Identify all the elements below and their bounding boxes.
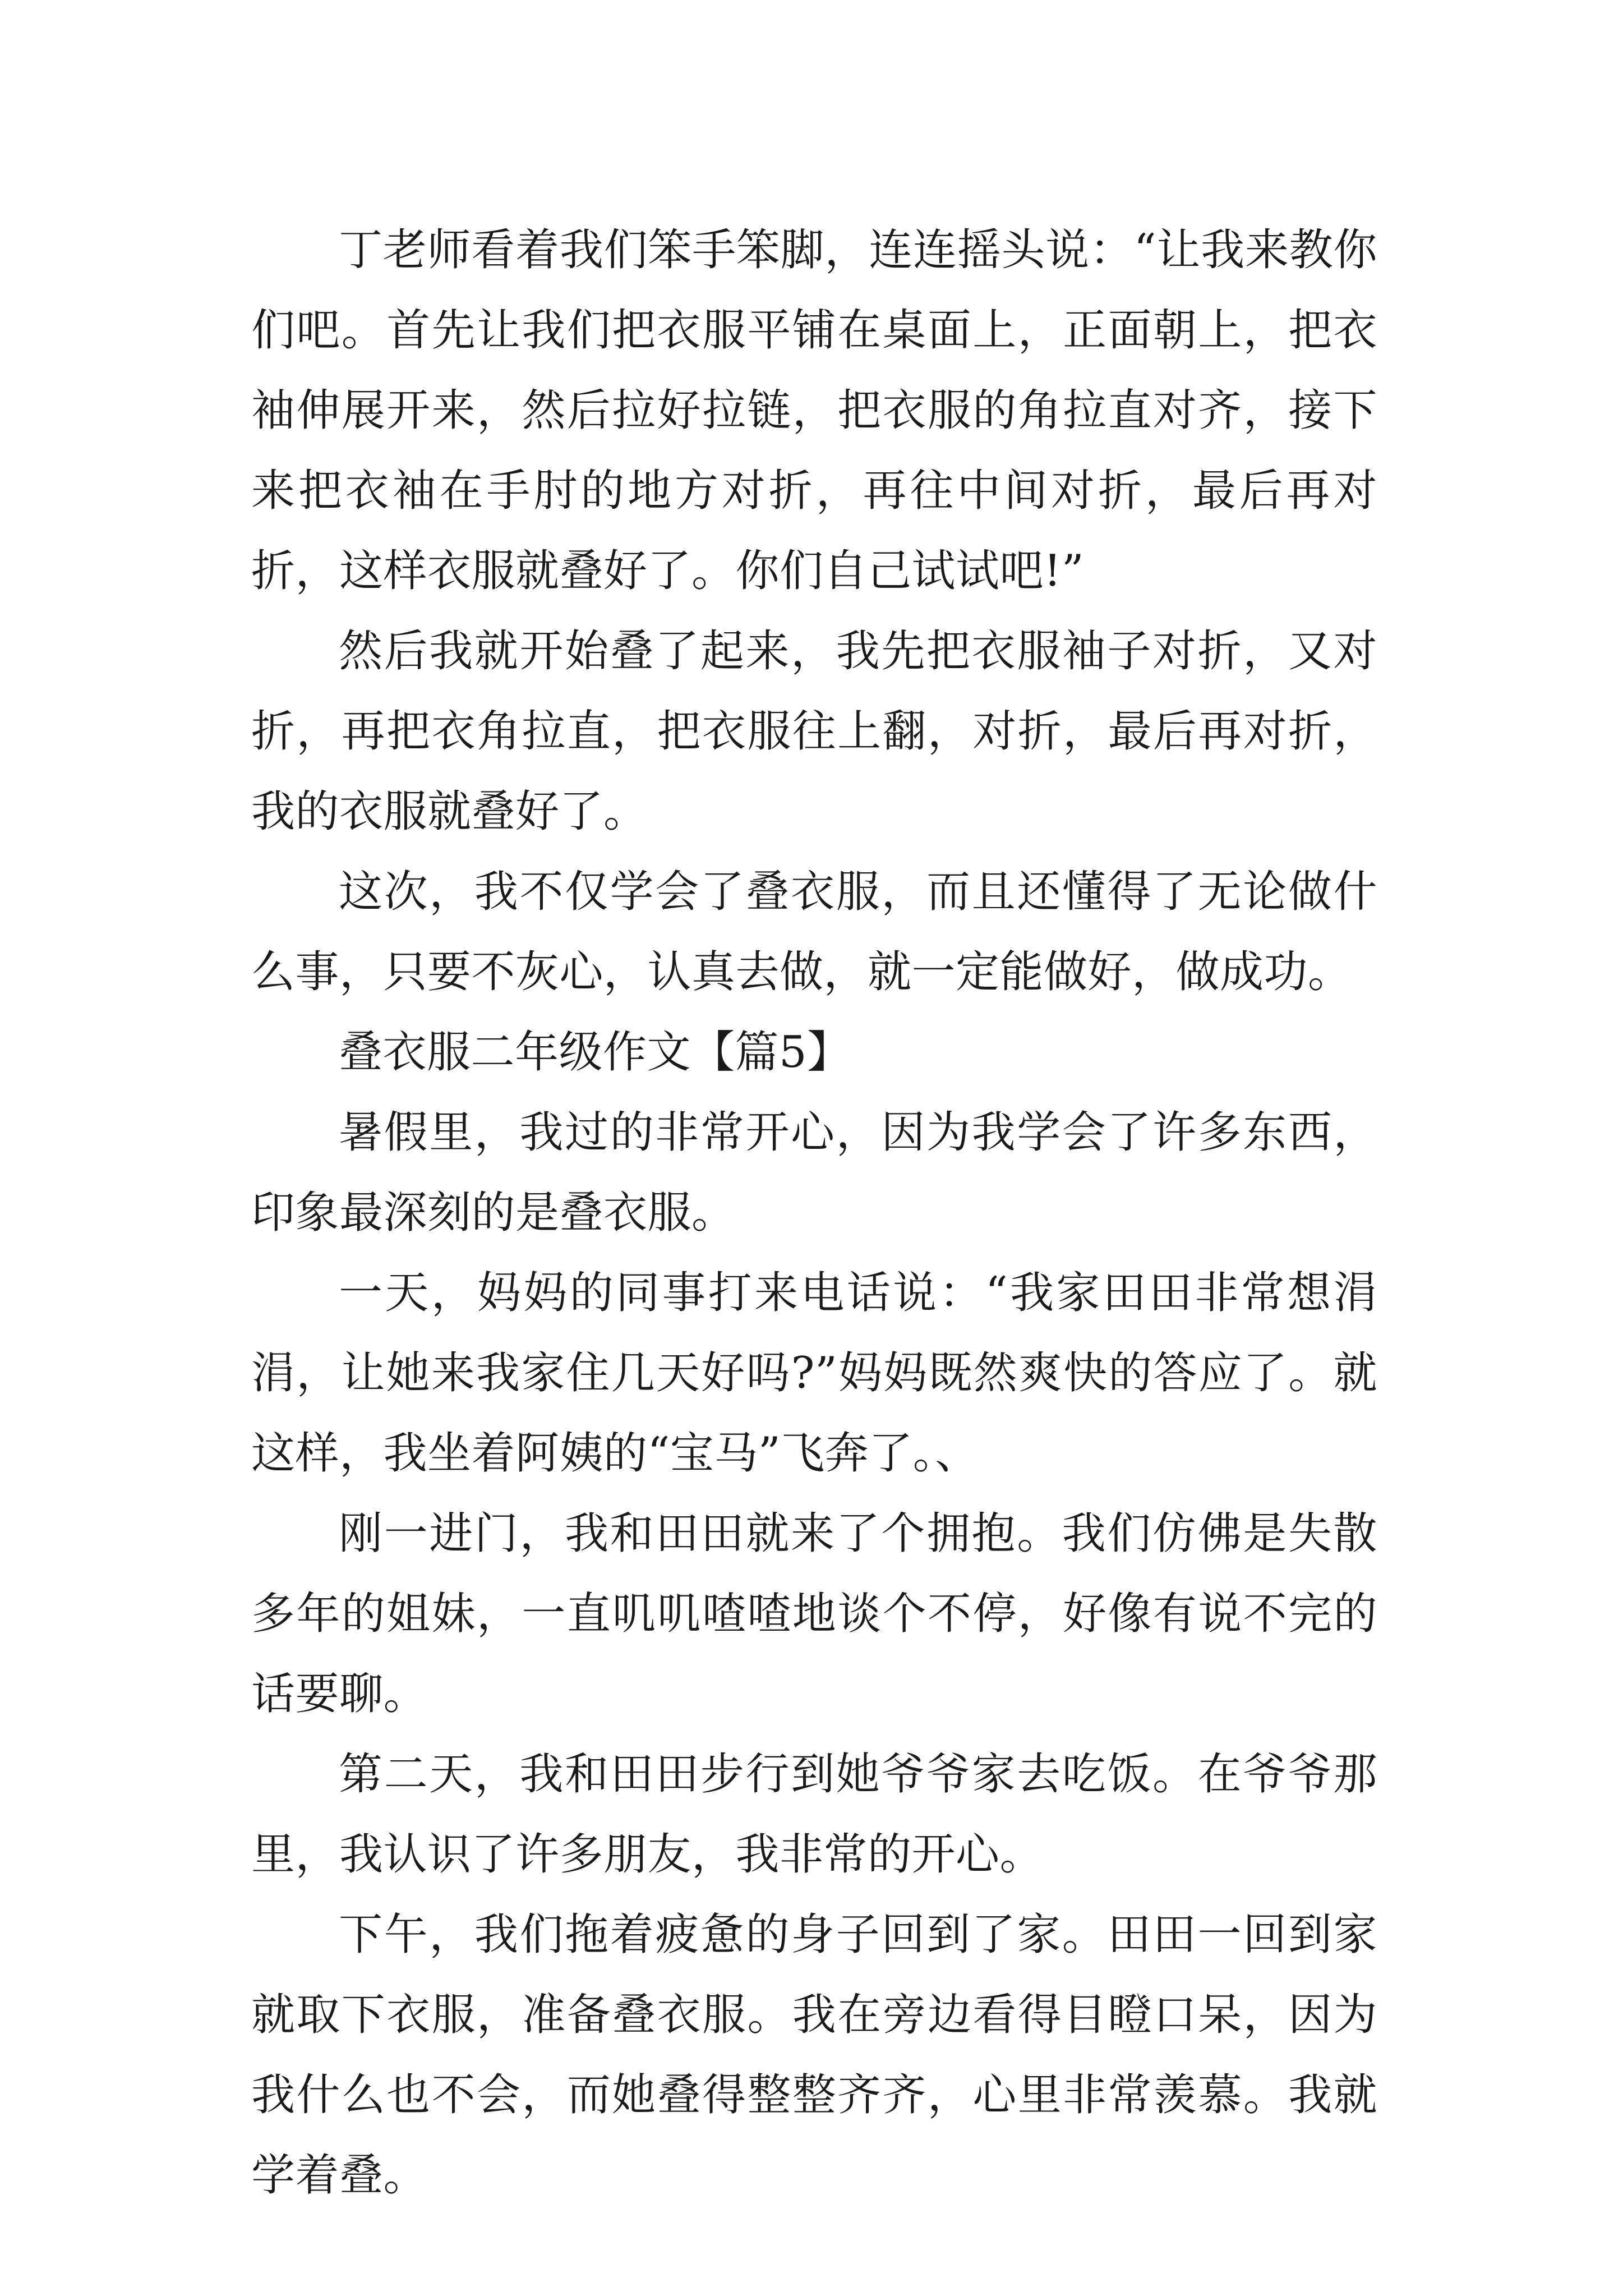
- paragraph: 丁老师看着我们笨手笨脚，连连摇头说：“让我来教你们吧。首先让我们把衣服平铺在桌面上，正面朝上，把衣袖伸展开来，然后拉好拉链，把衣服的角拉直对齐，接下来把衣袖在手肘的地方对折，再往中间对折，最后再对折，这样衣服就叠好了。你们自己试试吧!”: [251, 225, 1377, 596]
- paragraph: 第二天，我和田田步行到她爷爷家去吃饭。在爷爷那里，我认识了许多朋友，我非常的开心。: [251, 1749, 1377, 1880]
- section-heading: 叠衣服二年级作文【篇5】: [339, 1027, 851, 1078]
- paragraph: 一天，妈妈的同事打来电话说：“我家田田非常想涓涓，让她来我家住几天好吗?”妈妈既然爽快的答应了。就这样，我坐着阿姨的“宝马”飞奔了。、: [251, 1268, 1377, 1479]
- document-body: [251, 210, 1377, 2216]
- paragraph: 这次，我不仅学会了叠衣服，而且还懂得了无论做什么事，只要不灰心，认真去做，就一定能做好，做成功。: [251, 867, 1377, 997]
- paragraph: 然后我就开始叠了起来，我先把衣服袖子对折，又对折，再把衣角拉直，把衣服往上翻，对折，最后再对折，我的衣服就叠好了。: [251, 626, 1377, 837]
- paragraph: 暑假里，我过的非常开心，因为我学会了许多东西，印象最深刻的是叠衣服。: [251, 1107, 1377, 1238]
- paragraph: 刚一进门，我和田田就来了个拥抱。我们仿佛是失散多年的姐妹，一直叽叽喳喳地谈个不停，好像有说不完的话要聊。: [251, 1508, 1377, 1719]
- paragraph: 下午，我们拖着疲惫的身子回到了家。田田一回到家就取下衣服，准备叠衣服。我在旁边看得目瞪口呆，因为我什么也不会，而她叠得整整齐齐，心里非常羡慕。我就学着叠。: [251, 1910, 1377, 2201]
